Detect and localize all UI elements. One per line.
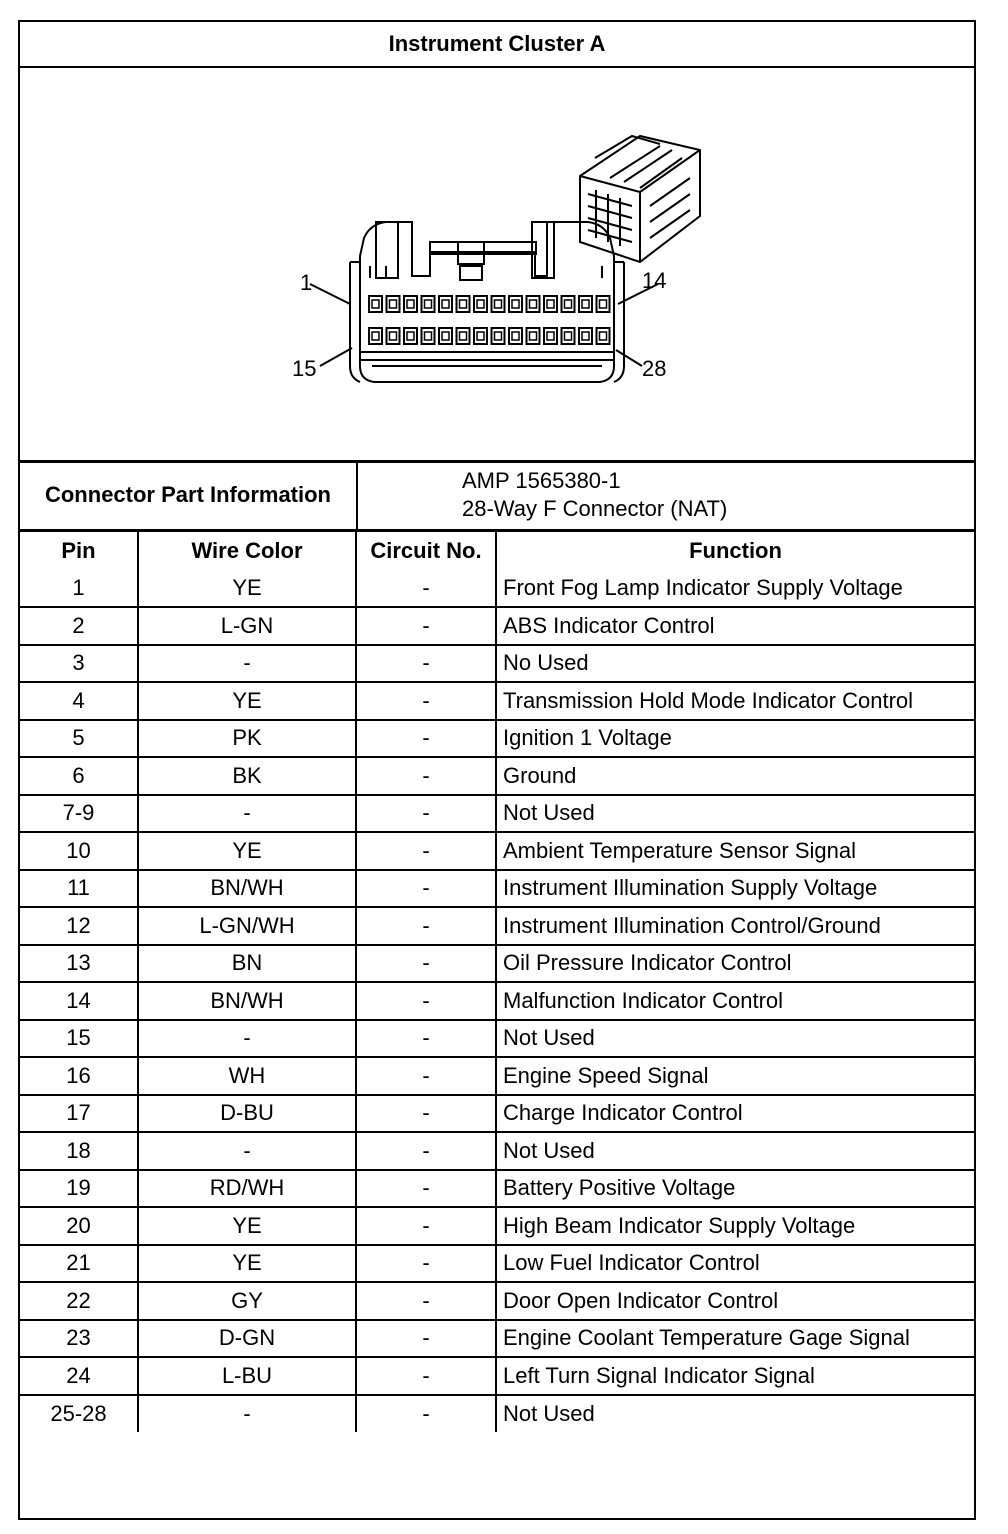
pin-cavity	[457, 328, 470, 344]
wire-color-cell: -	[138, 795, 356, 833]
pin-cell: 4	[20, 682, 138, 720]
pin-cavity-inner	[547, 332, 554, 340]
pin-cavity	[422, 328, 435, 344]
connector-sheet	[18, 20, 976, 1520]
column-header-circuit-no: Circuit No.	[356, 532, 496, 570]
pin-cavity	[369, 328, 382, 344]
circuit-no-cell: -	[356, 1132, 496, 1170]
function-cell: Instrument Illumination Supply Voltage	[496, 870, 974, 908]
wire-color-cell: YE	[138, 682, 356, 720]
pin-cavity-inner	[372, 300, 379, 308]
pin-cavity	[404, 328, 417, 344]
pin-cell: 18	[20, 1132, 138, 1170]
pin-cell: 15	[20, 1020, 138, 1058]
table-row	[20, 757, 974, 795]
wire-color-cell: WH	[138, 1057, 356, 1095]
pin-label-1: 1	[300, 270, 313, 295]
pin-label-28: 28	[642, 356, 667, 381]
table-row	[20, 1057, 974, 1095]
pin-label-14: 14	[642, 268, 667, 293]
function-cell: Charge Indicator Control	[496, 1095, 974, 1133]
pin-cavity-inner	[512, 300, 519, 308]
circuit-no-cell: -	[356, 1245, 496, 1283]
function-cell: Instrument Illumination Control/Ground	[496, 907, 974, 945]
function-cell: Door Open Indicator Control	[496, 1282, 974, 1320]
table-row	[20, 907, 974, 945]
circuit-no-cell: -	[356, 795, 496, 833]
pin-cavities	[369, 296, 610, 344]
pin-cavity	[579, 328, 592, 344]
circuit-no-cell: -	[356, 870, 496, 908]
circuit-no-cell: -	[356, 1095, 496, 1133]
table-row	[20, 870, 974, 908]
circuit-no-cell: -	[356, 1395, 496, 1433]
pin-cell: 14	[20, 982, 138, 1020]
pin-label-15: 15	[292, 356, 317, 381]
circuit-no-cell: -	[356, 1357, 496, 1395]
wire-color-cell: YE	[138, 1207, 356, 1245]
pin-cavity	[457, 296, 470, 312]
table-row	[20, 1282, 974, 1320]
function-cell: No Used	[496, 645, 974, 683]
wire-color-cell: BN/WH	[138, 870, 356, 908]
pin-cavity	[369, 296, 382, 312]
table-row	[20, 682, 974, 720]
wire-color-cell: RD/WH	[138, 1170, 356, 1208]
pin-cavity	[474, 328, 487, 344]
part-number: AMP 1565380-1	[462, 468, 621, 493]
table-row	[20, 607, 974, 645]
pin-cavity-inner	[600, 300, 607, 308]
connector-info-label: Connector Part Information	[20, 461, 358, 529]
pin-cell: 10	[20, 832, 138, 870]
wire-color-cell: D-GN	[138, 1320, 356, 1358]
table-row	[20, 1095, 974, 1133]
pin-cell: 25-28	[20, 1395, 138, 1433]
pin-cavity-inner	[512, 332, 519, 340]
pin-cell: 2	[20, 607, 138, 645]
function-cell: Malfunction Indicator Control	[496, 982, 974, 1020]
pin-cavity-inner	[460, 332, 467, 340]
pin-cavity-inner	[477, 332, 484, 340]
circuit-no-cell: -	[356, 607, 496, 645]
circuit-no-cell: -	[356, 945, 496, 983]
wire-color-cell: -	[138, 1020, 356, 1058]
pin-cell: 21	[20, 1245, 138, 1283]
circuit-no-cell: -	[356, 720, 496, 758]
wire-color-cell: L-GN/WH	[138, 907, 356, 945]
circuit-no-cell: -	[356, 1057, 496, 1095]
pin-cell: 19	[20, 1170, 138, 1208]
pin-cell: 7-9	[20, 795, 138, 833]
pin-cavity-inner	[442, 332, 449, 340]
pin-cavity-inner	[582, 300, 589, 308]
function-cell: Ambient Temperature Sensor Signal	[496, 832, 974, 870]
table-row	[20, 1207, 974, 1245]
pin-cavity	[387, 296, 400, 312]
pin-cavity-inner	[460, 300, 467, 308]
pin-cavity-inner	[372, 332, 379, 340]
table-row	[20, 982, 974, 1020]
pin-cell: 11	[20, 870, 138, 908]
column-header-wire-color: Wire Color	[138, 532, 356, 570]
table-row	[20, 645, 974, 683]
pin-cavity	[527, 328, 540, 344]
circuit-no-cell: -	[356, 1170, 496, 1208]
connector-drawing	[20, 66, 974, 463]
circuit-no-cell: -	[356, 832, 496, 870]
pin-cavity-inner	[565, 300, 572, 308]
function-cell: Transmission Hold Mode Indicator Control	[496, 682, 974, 720]
pin-cavity	[544, 328, 557, 344]
function-cell: Low Fuel Indicator Control	[496, 1245, 974, 1283]
function-cell: Front Fog Lamp Indicator Supply Voltage	[496, 570, 974, 608]
pin-cavity	[509, 328, 522, 344]
function-cell: Not Used	[496, 1132, 974, 1170]
wire-color-cell: BN	[138, 945, 356, 983]
pin-cavity	[492, 296, 505, 312]
pin-cavity-inner	[565, 332, 572, 340]
circuit-no-cell: -	[356, 982, 496, 1020]
function-cell: Engine Speed Signal	[496, 1057, 974, 1095]
pin-cell: 12	[20, 907, 138, 945]
pin-cavity	[439, 328, 452, 344]
function-cell: Battery Positive Voltage	[496, 1170, 974, 1208]
function-cell: ABS Indicator Control	[496, 607, 974, 645]
table-row	[20, 832, 974, 870]
pin-cell: 16	[20, 1057, 138, 1095]
wire-color-cell: YE	[138, 570, 356, 608]
pin-cell: 23	[20, 1320, 138, 1358]
column-header-function: Function	[496, 532, 974, 570]
function-cell: High Beam Indicator Supply Voltage	[496, 1207, 974, 1245]
circuit-no-cell: -	[356, 570, 496, 608]
pin-cavity	[562, 296, 575, 312]
pin-cavity	[474, 296, 487, 312]
pin-cavity-inner	[390, 332, 397, 340]
circuit-no-cell: -	[356, 1282, 496, 1320]
function-cell: Not Used	[496, 1395, 974, 1433]
pin-cavity	[597, 328, 610, 344]
pin-cavity-inner	[407, 300, 414, 308]
table-row	[20, 1132, 974, 1170]
connector-info-value	[462, 467, 727, 523]
table-row	[20, 1170, 974, 1208]
circuit-no-cell: -	[356, 1207, 496, 1245]
table-row	[20, 720, 974, 758]
pin-cell: 20	[20, 1207, 138, 1245]
pin-cavity	[527, 296, 540, 312]
connector-part-info	[20, 461, 974, 532]
circuit-no-cell: -	[356, 907, 496, 945]
circuit-no-cell: -	[356, 757, 496, 795]
pin-cavity-inner	[547, 300, 554, 308]
pin-cavity-inner	[600, 332, 607, 340]
circuit-no-cell: -	[356, 1320, 496, 1358]
pin-cavity-inner	[530, 332, 537, 340]
function-cell: Left Turn Signal Indicator Signal	[496, 1357, 974, 1395]
wire-color-cell: YE	[138, 832, 356, 870]
pin-cavity	[404, 296, 417, 312]
pin-cavity-inner	[530, 300, 537, 308]
table-row	[20, 795, 974, 833]
function-cell: Not Used	[496, 1020, 974, 1058]
connector-description: 28-Way F Connector (NAT)	[462, 496, 728, 521]
pin-cavity	[544, 296, 557, 312]
wire-color-cell: YE	[138, 1245, 356, 1283]
function-cell: Ignition 1 Voltage	[496, 720, 974, 758]
table-row	[20, 1245, 974, 1283]
pin-cavity-inner	[477, 300, 484, 308]
table-row	[20, 1020, 974, 1058]
pin-cell: 3	[20, 645, 138, 683]
connector-diagram	[20, 66, 974, 460]
pin-cavity-inner	[390, 300, 397, 308]
pin-cavity	[387, 328, 400, 344]
table-row	[20, 1357, 974, 1395]
table-header-row	[20, 532, 974, 570]
wire-color-cell: BK	[138, 757, 356, 795]
column-header-pin: Pin	[20, 532, 138, 570]
table-row	[20, 945, 974, 983]
wire-color-cell: L-BU	[138, 1357, 356, 1395]
pin-cell: 1	[20, 570, 138, 608]
wire-color-cell: -	[138, 1132, 356, 1170]
pin-cell: 5	[20, 720, 138, 758]
function-cell: Ground	[496, 757, 974, 795]
pin-cavity	[509, 296, 522, 312]
pin-cavity-inner	[425, 300, 432, 308]
pin-cavity	[492, 328, 505, 344]
wire-color-cell: -	[138, 645, 356, 683]
pin-cell: 6	[20, 757, 138, 795]
pin-cavity-inner	[495, 332, 502, 340]
pin-cavity	[422, 296, 435, 312]
circuit-no-cell: -	[356, 1020, 496, 1058]
pin-cavity-inner	[425, 332, 432, 340]
pin-cell: 22	[20, 1282, 138, 1320]
function-cell: Not Used	[496, 795, 974, 833]
pin-cavity	[597, 296, 610, 312]
wire-color-cell: -	[138, 1395, 356, 1433]
connector-iso-icon	[580, 136, 700, 262]
pin-cavity	[439, 296, 452, 312]
table-row	[20, 1395, 974, 1433]
wire-color-cell: GY	[138, 1282, 356, 1320]
pin-cell: 13	[20, 945, 138, 983]
pin-cavity	[579, 296, 592, 312]
table-row	[20, 1320, 974, 1358]
wire-color-cell: D-BU	[138, 1095, 356, 1133]
pin-cavity-inner	[495, 300, 502, 308]
pin-cavity	[562, 328, 575, 344]
pin-cavity-inner	[407, 332, 414, 340]
pin-cell: 17	[20, 1095, 138, 1133]
function-cell: Oil Pressure Indicator Control	[496, 945, 974, 983]
table-row	[20, 570, 974, 608]
function-cell: Engine Coolant Temperature Gage Signal	[496, 1320, 974, 1358]
wire-color-cell: PK	[138, 720, 356, 758]
pinout-table	[20, 532, 974, 1432]
pin-cavity-inner	[582, 332, 589, 340]
pin-cell: 24	[20, 1357, 138, 1395]
circuit-no-cell: -	[356, 682, 496, 720]
circuit-no-cell: -	[356, 645, 496, 683]
wire-color-cell: BN/WH	[138, 982, 356, 1020]
pin-cavity-inner	[442, 300, 449, 308]
page-title: Instrument Cluster A	[20, 22, 974, 68]
wire-color-cell: L-GN	[138, 607, 356, 645]
